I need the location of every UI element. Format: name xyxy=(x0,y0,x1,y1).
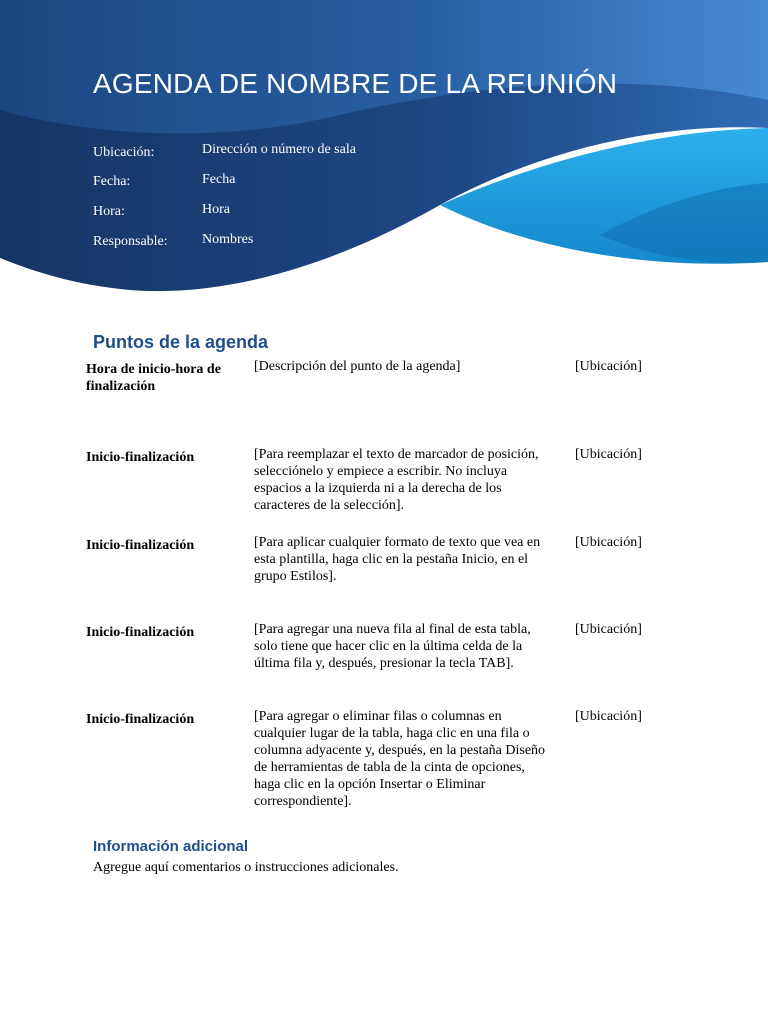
meeting-title: AGENDA DE NOMBRE DE LA REUNIÓN xyxy=(93,68,618,99)
agenda-item-description: [Descripción del punto de la agenda] xyxy=(254,359,461,374)
additional-info-heading: Información adicional xyxy=(93,838,249,855)
additional-info-text: Agregue aquí comentarios o instrucciones adicionales. xyxy=(93,860,399,875)
detail-value-date: Fecha xyxy=(202,172,236,187)
agenda-item-description: [Para agregar una nueva fila al final de esta tabla, solo tiene que hacer clic en la última celda de la última fila y, después, presionar la tecla TAB]. xyxy=(254,622,531,671)
agenda-item-time: Inicio-finalización xyxy=(86,538,195,553)
agenda-item-location: [Ubicación] xyxy=(575,622,642,637)
detail-label-location: Ubicación: xyxy=(93,145,155,160)
agenda-item-description: [Para reemplazar el texto de marcador de posición, selecciónelo y empiece a escribir. No incluya espacios a la izquierda ni a la derecha de los caracteres de la selección]. xyxy=(254,447,539,513)
agenda-item-location: [Ubicación] xyxy=(575,535,642,550)
detail-value-time: Hora xyxy=(202,202,230,217)
agenda-item-description: [Para agregar o eliminar filas o columnas en cualquier lugar de la tabla, haga clic en una fila o columna adyacente y, después, en la pestaña Diseño de herramientas de tabla de la cinta de opciones, haga clic en la opción Insertar o Eliminar correspondiente]. xyxy=(254,709,546,809)
detail-label-date: Fecha: xyxy=(93,174,131,189)
agenda-item-description: [Para aplicar cualquier formato de texto que vea en esta plantilla, haga clic en la pestaña Inicio, en el grupo Estilos]. xyxy=(254,535,541,584)
detail-value-location: Dirección o número de sala xyxy=(202,142,356,157)
agenda-item-location: [Ubicación] xyxy=(575,709,642,724)
agenda-item-time: Inicio-finalización xyxy=(86,712,195,727)
detail-value-responsible: Nombres xyxy=(202,232,254,247)
agenda-item-location: [Ubicación] xyxy=(575,359,642,374)
detail-label-time: Hora: xyxy=(93,204,125,219)
agenda-item-location: [Ubicación] xyxy=(575,447,642,462)
agenda-item-time: Inicio-finalización xyxy=(86,625,195,640)
agenda-heading: Puntos de la agenda xyxy=(93,332,269,352)
agenda-item-time: Hora de inicio-hora de finalización xyxy=(86,362,221,394)
detail-label-responsible: Responsable: xyxy=(93,234,168,249)
agenda-item-time: Inicio-finalización xyxy=(86,450,195,465)
